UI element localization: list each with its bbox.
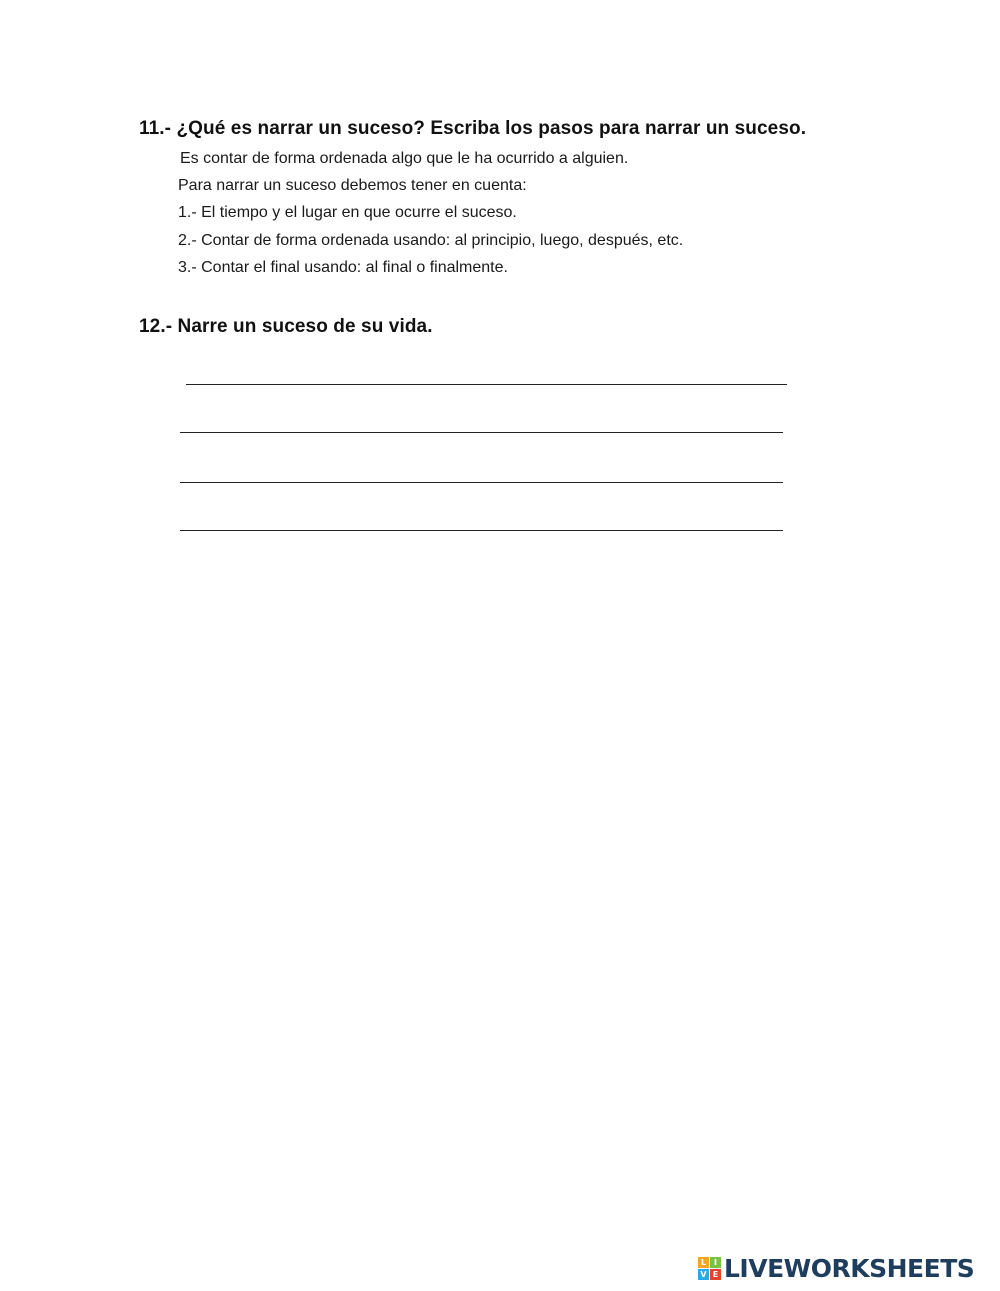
question-12-answer-field-1[interactable] <box>186 384 787 385</box>
question-12-title: 12.- Narre un suceso de su vida. <box>139 316 433 337</box>
question-11-answer-line-5: 3.- Contar el final usando: al final o finalmente. <box>178 259 508 276</box>
logo-block-i: I <box>710 1257 721 1268</box>
question-12-answer-field-4[interactable] <box>180 530 783 531</box>
logo-block-v: V <box>698 1269 709 1280</box>
question-12-answer-field-3[interactable] <box>180 482 783 483</box>
question-11-answer-line-2: Para narrar un suceso debemos tener en cuenta: <box>178 177 527 194</box>
logo-block-l: L <box>698 1257 709 1268</box>
logo-text: LIVEWORKSHEETS <box>724 1253 975 1283</box>
question-12-answer-field-2[interactable] <box>180 432 783 433</box>
liveworksheets-logo <box>698 1252 974 1284</box>
question-11-title: 11.- ¿Qué es narrar un suceso? Escriba los pasos para narrar un suceso. <box>139 118 807 139</box>
question-11-answer-line-1: Es contar de forma ordenada algo que le ha ocurrido a alguien. <box>180 150 629 167</box>
logo-block-e: E <box>710 1269 721 1280</box>
logo-blocks-icon <box>698 1257 721 1280</box>
question-11-answer-line-3: 1.- El tiempo y el lugar en que ocurre el suceso. <box>178 204 517 221</box>
question-11-answer-line-4: 2.- Contar de forma ordenada usando: al principio, luego, después, etc. <box>178 232 684 249</box>
